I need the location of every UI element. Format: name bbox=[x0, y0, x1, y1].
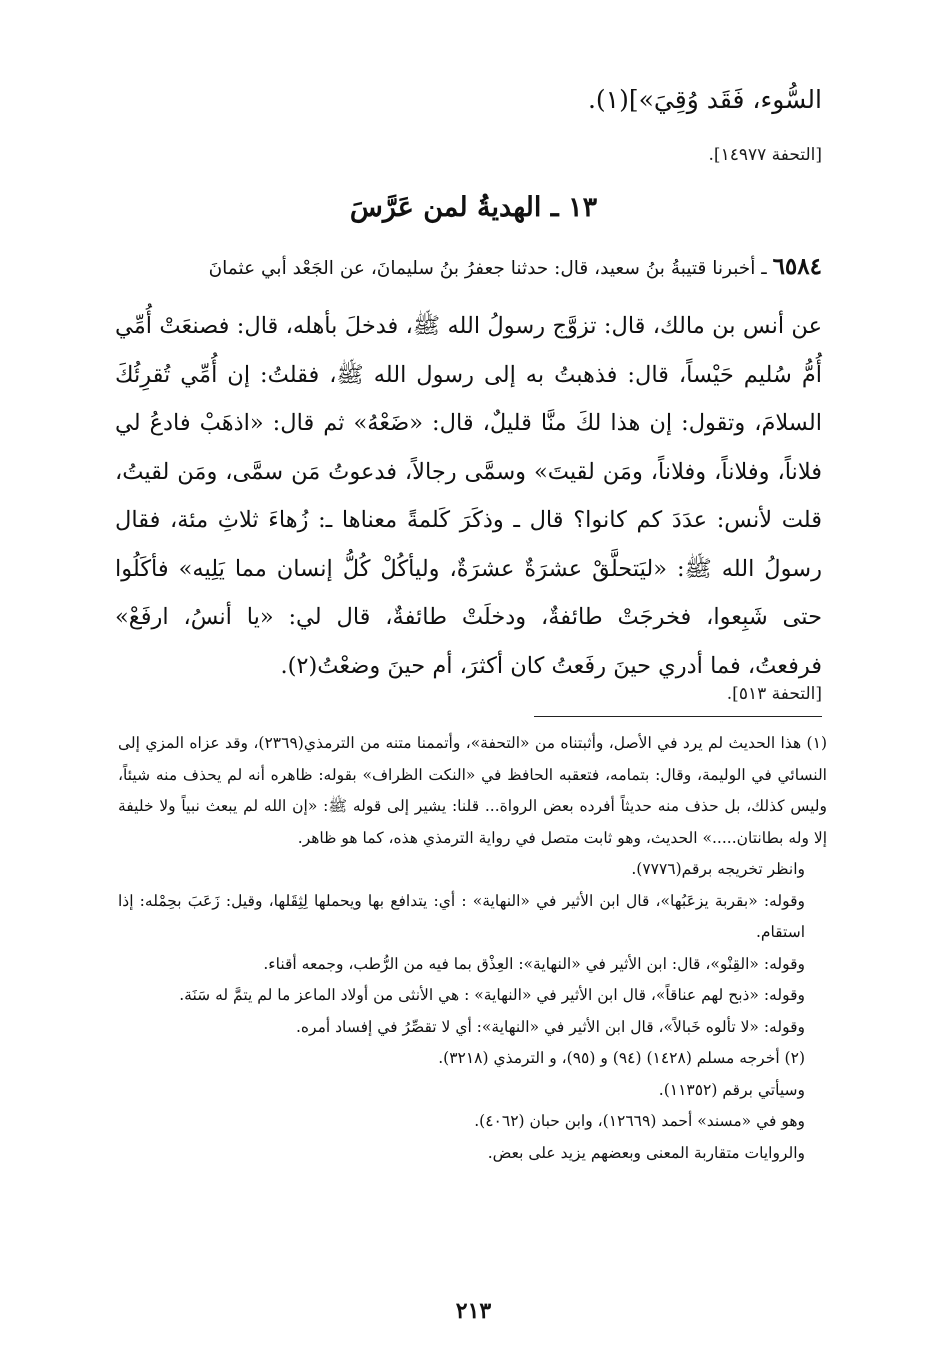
footnote-line: وقوله: «بقربة يزعَبُها»، قال ابن الأثير في «النهاية» : أي: يتدافع بها ويحملها لِثِقَلها، وقيل: زَعَبَ بحِمْله: إذا استقام. bbox=[118, 891, 805, 941]
footnote-line: وقوله: «ذبح لهم عناقاً»، قال ابن الأثير في «النهاية» : هي الأنثى من أولاد الماعز ما لم يتمَّ له سَنَة. bbox=[179, 986, 805, 1004]
footnotes bbox=[118, 728, 827, 1169]
footnote-2: (٢) أخرجه مسلم (١٤٢٨) (٩٤) و (٩٥)، و الترمذي (٣٢١٨). bbox=[438, 1049, 805, 1067]
footnote-line: وسيأتي برقم (١١٣٥٢). bbox=[658, 1080, 805, 1099]
carryover-text: السُّوء، فَقَد وُقِيَ»](١). bbox=[587, 85, 822, 114]
tuhfa-reference: [التحفة ١٤٩٧٧]. bbox=[708, 145, 822, 165]
chapter-heading: ١٣ ـ الهديةُ لمن عَرَّسَ bbox=[349, 192, 598, 223]
page-number: ٢١٣ bbox=[455, 1298, 492, 1324]
footnote-line: وهو في «مسند» أحمد (١٢٦٦٩)، وابن حبان (٤٠٦٢). bbox=[474, 1112, 805, 1130]
hadith-isnad bbox=[120, 252, 822, 284]
tuhfa-reference: [التحفة ٥١٣]. bbox=[726, 684, 822, 704]
footnote-line: وقوله: «لا تألوه خَبالاً»، قال ابن الأثير في «النهاية»: أي لا تقصِّرُ في إفساد أمره. bbox=[295, 1017, 805, 1036]
hadith-matn: عن أنس بن مالك، قال: تزوَّج رسولُ الله ﷺ، فدخلَ بأهله، قال: فصنعَتْ أُمِّي أُمُّ سُليم حَيْساً، قال: فذهبتُ به إلى رسول الله ﷺ، فقلتُ: إن أُمِّي تُقرِئُكَ السلامَ، وتقول: إن هذا لكَ منَّا قليلٌ، قال: «ضَعْهُ» ثم قال: «اذهَبْ فادعُ لي فلاناً، وفلاناً، وفلاناً، ومَن لقيتَ» وسمَّى رجالاً، فدعوتُ مَن سمَّى، ومَن لقيتُ، قلت لأنس: عدَدَ كم كانوا؟ قال ـ وذكَرَ كَلمةً معناها ـ: زُهاءَ ثلاثِ مئة، فقال رسولُ الله ﷺ: «ليَتحلَّقْ عشرَةٌ عشرَةٌ، وليأكُلْ كُلُّ إنسان مما يَلِيه» فأكَلُوا حتى شَبِعوا، فخرجَتْ طائفةٌ، ودخلَتْ طائفةٌ، قال لي: «يا أنسُ، ارفَعْ» فرفعتُ، فما أدري حينَ رفَعتُ كان أكثرَ، أم حينَ وضعْتُ(٢). bbox=[115, 313, 822, 679]
footnote-line: والروايات متقاربة المعنى وبعضهم يزيد على بعض. bbox=[487, 1143, 805, 1162]
footnote-divider bbox=[534, 716, 822, 717]
hadith-isnad-text: ـ أخبرنا قتيبةُ بنُ سعيد، قال: حدثنا جعفرُ بنُ سليمانَ، عن الجَعْد أبي عثمانَ bbox=[208, 258, 767, 279]
footnote-line: وقوله: «القِنْو»، قال: ابن الأثير في «النهاية»: العِذْق بما فيه من الرُّطب، وجمعه أقناء. bbox=[263, 954, 805, 973]
footnote-1: (١) هذا الحديث لم يرد في الأصل، وأثبتناه من «التحفة»، وأتممنا متنه من الترمذي(٢٣٦٩)، وقد عزاه المزي إلى النسائي في الوليمة، وقال: بتمامه، فتعقبه الحافظ في «النكت الظراف» بقوله: ظاهره أنه لم يحذف منه شيئاً، وليس كذلك، بل حذف منه حديثاً أفرده بعض الرواة... قلنا: يشير إلى قوله ﷺ: «إن الله لم يبعث نبياً ولا خليفة إلا وله بطانتان.....» الحديث، وهو ثابت متصل في رواية الترمذي هذه، كما هو ظاهر. bbox=[118, 734, 827, 847]
footnote-line: وانظر تخريجه برقم(٧٧٧٦). bbox=[631, 860, 805, 878]
hadith-number: ٦٥٨٤ bbox=[772, 253, 822, 280]
